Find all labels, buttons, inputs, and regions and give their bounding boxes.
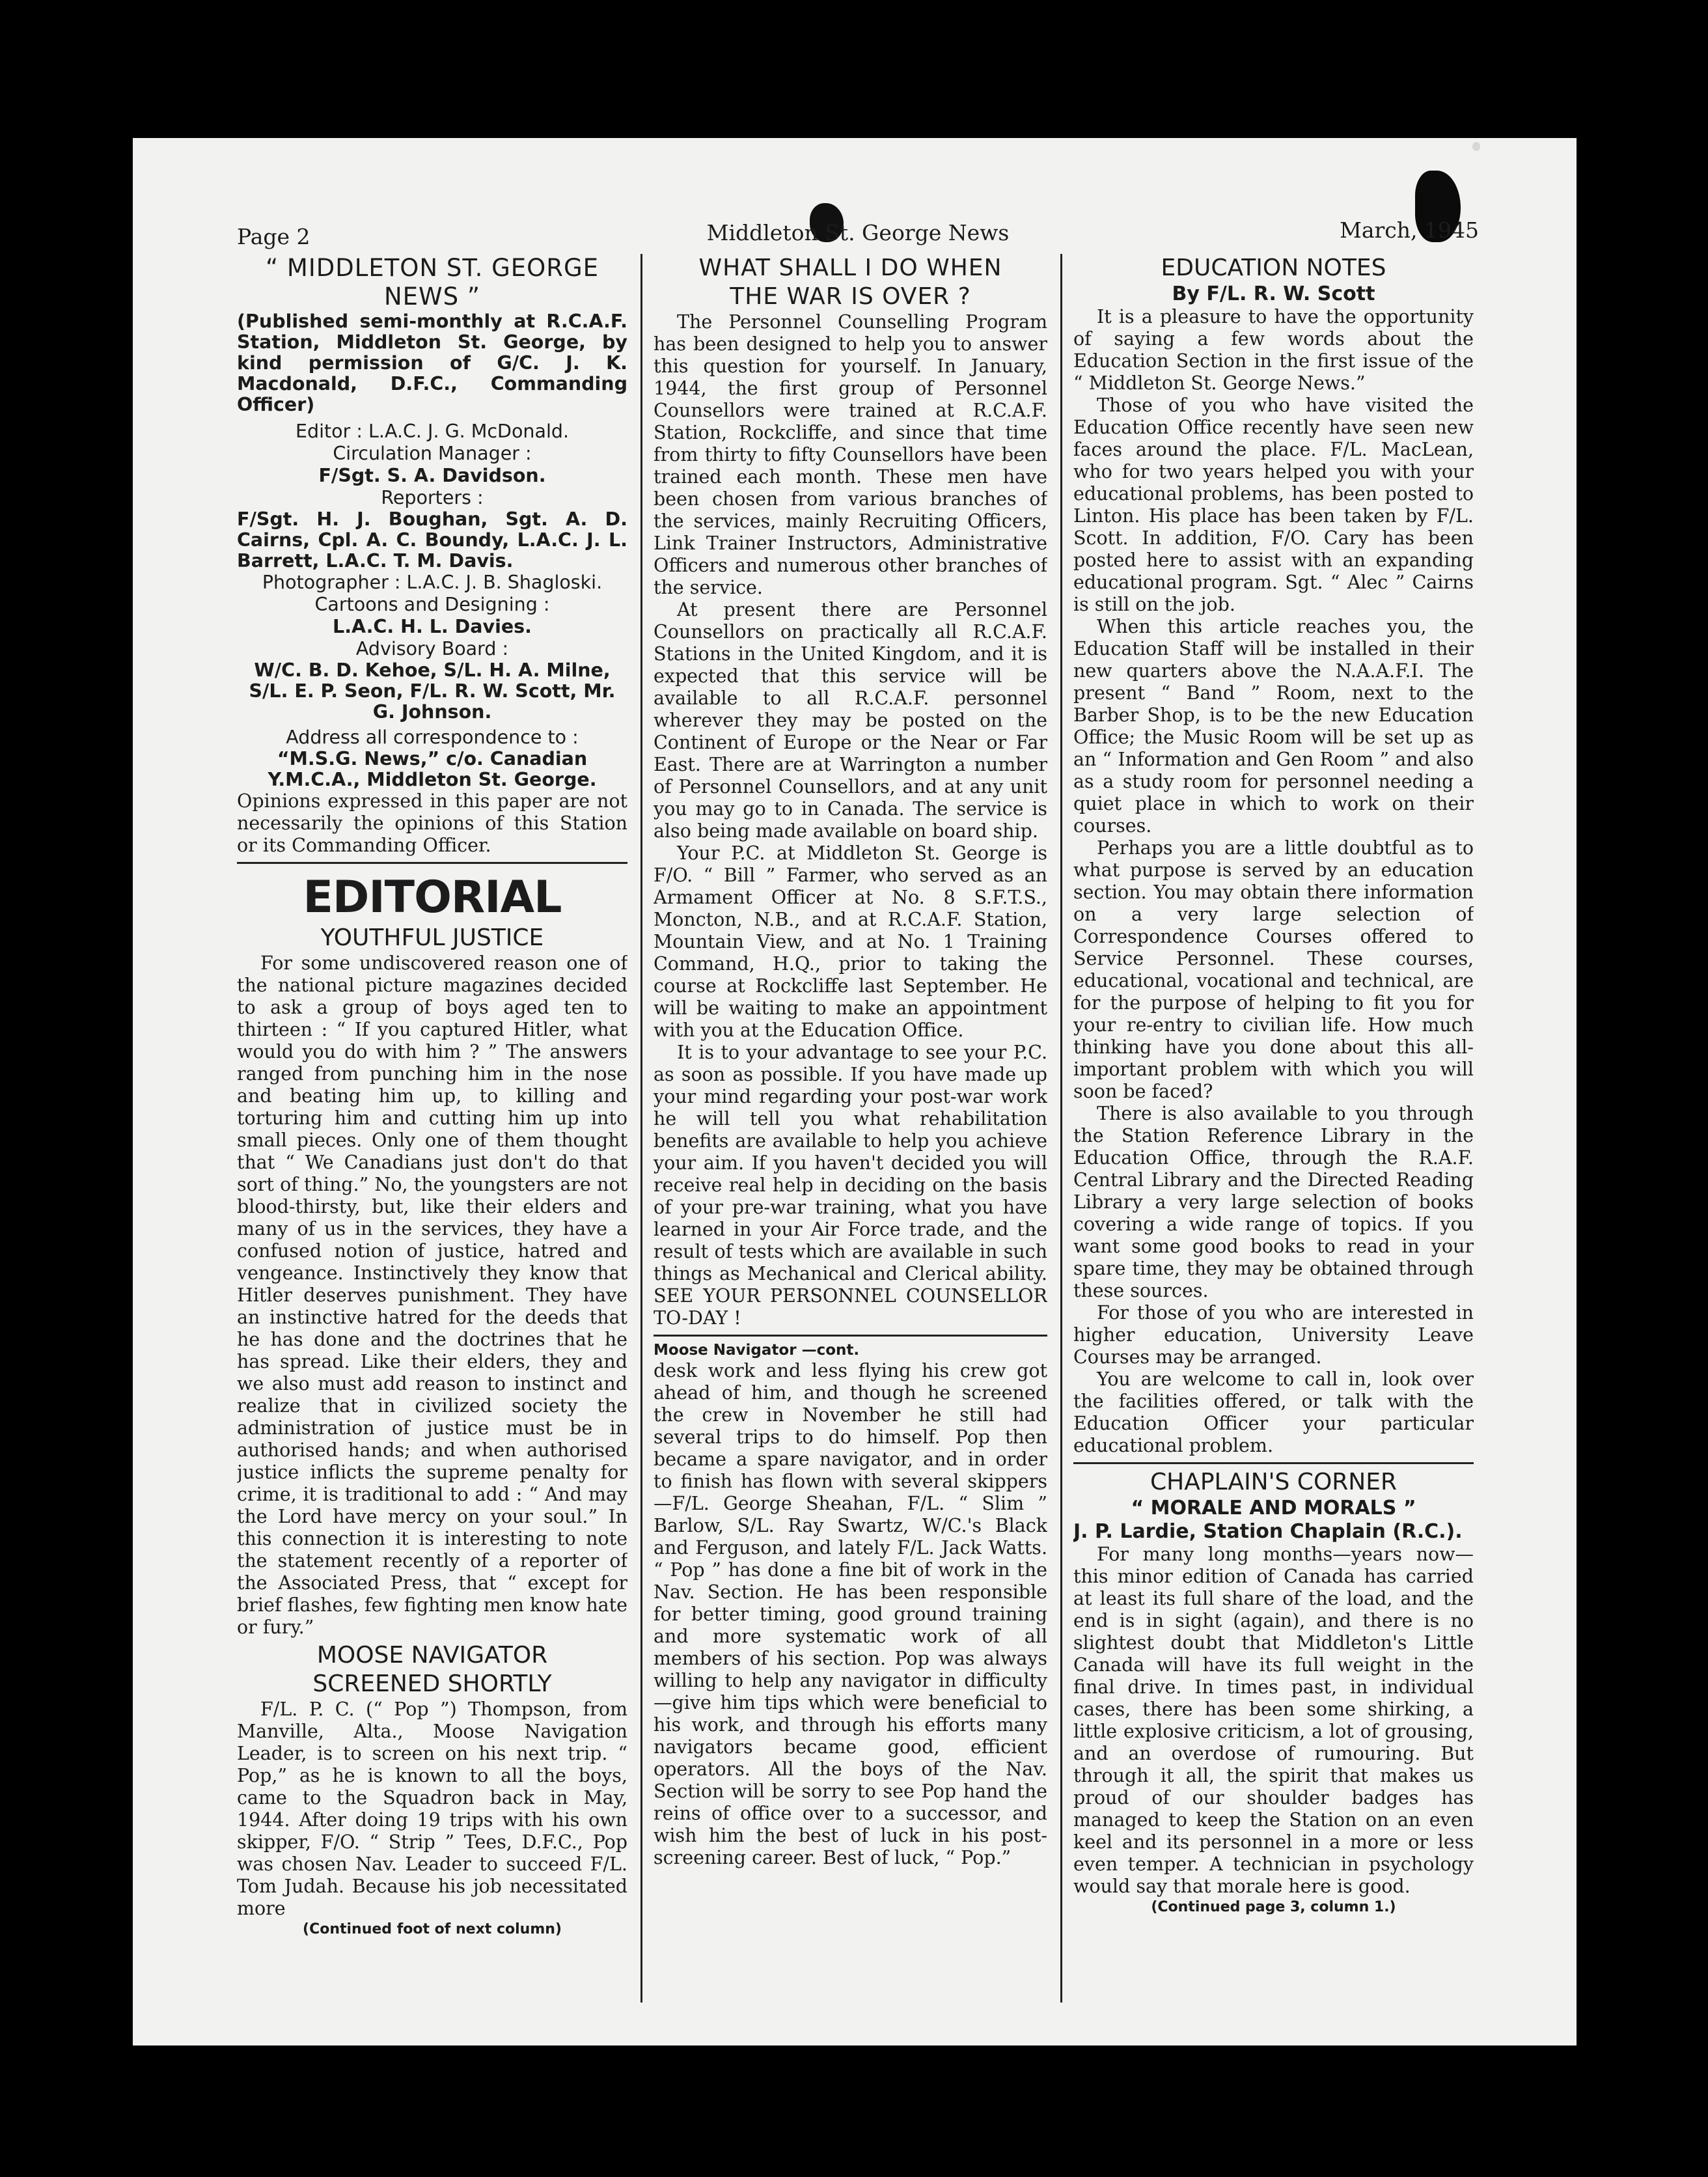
editorial-heading: EDITORIAL bbox=[303, 872, 562, 923]
moose-body: F/L. P. C. (“ Pop ”) Thompson, from Manville, Alta., Moose Navigation Leader, is to screen on his next trip. “ Pop,” as he is known to all the boys, came to the Squadron back in May, 1944. After doing 19 trips with his own skipper, F/O. “ Strip ” Tees, D.F.C., Pop was chosen Nav. Leader to succeed F/L. Tom Judah. Because his job necessitated more bbox=[237, 1699, 627, 1919]
education-paragraph-1: It is a pleasure to have the opportunity of saying a few words about the Education Section in the first issue of the “ Middleton St. George News.” bbox=[1073, 306, 1474, 394]
advisory-names: W/C. B. D. Kehoe, S/L. H. A. Milne, S/L. E. P. Seon, F/L. R. W. Scott, Mr. G. Johnson. bbox=[249, 659, 616, 723]
reporters-label: Reporters : bbox=[381, 487, 484, 508]
section-divider-2 bbox=[654, 1335, 1047, 1337]
war-paragraph-3: Your P.C. at Middleton St. George is F/O. “ Bill ” Farmer, who served as an Armament Officer at No. 8 S.F.T.S., Moncton, N.B., and at R.C.A.F. Station, Mountain View, and at No. 1 Training Command, H.Q., prior to taking the course at Rockcliffe last September. He will be waiting to make an appointment with you at the Education Office. bbox=[654, 842, 1047, 1041]
education-paragraph-6: For those of you who are interested in higher education, University Leave Courses may be arranged. bbox=[1073, 1302, 1474, 1368]
editorial-title: YOUTHFUL JUSTICE bbox=[320, 924, 544, 951]
moose-title-line1: MOOSE NAVIGATOR bbox=[316, 1642, 548, 1669]
newspaper-page bbox=[133, 138, 1577, 2045]
reporters-names: F/Sgt. H. J. Boughan, Sgt. A. D. Cairns, Cpl. A. C. Boundy, L.A.C. J. L. Barrett, L.A.C. T. M. Davis. bbox=[237, 508, 627, 572]
war-paragraph-1: The Personnel Counselling Program has been designed to help you to answer this question for yourself. In January, 1944, the first group of Personnel Counsellors were trained at R.C.A.F. Station, Rockcliffe, and since that time from thirty to fifty Counsellors have been trained each month. These men have been chosen from various branches of the services, mainly Recruiting Officers, Link Trainer Instructors, Administrative Officers and numerous other branches of the service. bbox=[654, 311, 1047, 598]
war-title-line1: WHAT SHALL I DO WHEN bbox=[698, 255, 1002, 281]
war-title bbox=[654, 254, 1047, 311]
page-header bbox=[237, 212, 1479, 251]
column-rule-right bbox=[1060, 254, 1062, 2003]
education-byline: By F/L. R. W. Scott bbox=[1172, 283, 1375, 305]
circulation-label: Circulation Manager : bbox=[333, 443, 532, 464]
address-label: Address all correspondence to : bbox=[286, 727, 579, 748]
moose-cont-body: desk work and less flying his crew got ahead of him, and though he screened the crew in November he still had several trips to do himself. Pop then became a spare navigator, and in order to finish has flown with several skippers—F/L. George Sheahan, F/L. “ Slim ” Barlow, S/L. Ray Swartz, W/C.'s Black and Ferguson, and lately F/L. Jack Watts. “ Pop ” has done a fine bit of work in the Nav. Section. He has been responsible for better timing, good ground training and more systematic work of all members of his section. Pop was always willing to help any navigator in difficulty—give him tips which were beneficial to his work, and through his efforts many navigators became good, efficient operators. All the boys of the Nav. Section will be sorry to see Pop hand the reins of office over to a successor, and wish him the best of luck in his post-screening career. Best of luck, “ Pop.” bbox=[654, 1360, 1047, 1868]
masthead-published: (Published semi-monthly at R.C.A.F. Station, Middleton St. George, by kind permission of G/C. J. K. Macdonald, D.F.C., Commanding Officer) bbox=[237, 311, 627, 415]
column-rule-left bbox=[640, 254, 642, 2003]
section-divider-3 bbox=[1073, 1462, 1474, 1464]
education-paragraph-5: There is also available to you through the Station Reference Library in the Education Office, through the R.A.F. Central Library and the Directed Reading Library a very large selection of books covering a wide range of topics. If you want some good books to read in your spare time, they may be obtained through these sources. bbox=[1073, 1103, 1474, 1301]
column-2 bbox=[654, 254, 1047, 2006]
masthead-title bbox=[237, 254, 627, 311]
moose-continued-note: (Continued foot of next column) bbox=[303, 1921, 562, 1937]
page-number: Page 2 bbox=[237, 224, 310, 249]
moose-title bbox=[237, 1641, 627, 1699]
address: “M.S.G. News,” c/o. Canadian Y.M.C.A., Middleton St. George. bbox=[268, 748, 597, 790]
page-speck bbox=[1472, 142, 1480, 151]
cartoons-label: Cartoons and Designing : bbox=[314, 594, 550, 615]
paper-name: Middleton St. George News bbox=[706, 220, 1010, 245]
moose-title-line2: SCREENED SHORTLY bbox=[312, 1671, 552, 1697]
moose-cont-label: Moose Navigator —cont. bbox=[654, 1342, 860, 1359]
masthead-title-line1: “ MIDDLETON ST. GEORGE bbox=[265, 254, 599, 282]
chaplain-byline: J. P. Lardie, Station Chaplain (R.C.). bbox=[1073, 1520, 1463, 1543]
editorial-body: For some undiscovered reason one of the national picture magazines decided to ask a group of boys aged ten to thirteen : “ If you captured Hitler, what would you do with him ? ” The answers ranged from punching him in the nose and beating him up, to killing and torturing him and cutting him up into small pieces. Only one of them thought that “ We Canadians just don't do that sort of thing.” No, the youngsters are not blood-thirsty, but, like their elders and many of us in the services, they have a confused notion of justice, hatred and vengeance. Instinctively they know that Hitler deserves punishment. They have an instinctive hatred for the deeds that he has done and the doctrines that he has spread. Like their elders, they and we also must add reason to instinct and realize that in civilized society the administration of justice must be in authorised hands; and when authorised justice inflicts the supreme penalty for crime, it is traditional to add : “ And may the Lord have mercy on your soul.” In this connection it is interesting to note the statement recently of a reporter of the Associated Press, that “ except for brief flashes, few fighting men know hate or fury.” bbox=[237, 952, 627, 1638]
advisory-label: Advisory Board : bbox=[355, 638, 509, 659]
section-divider bbox=[237, 862, 627, 864]
chaplain-title: CHAPLAIN'S CORNER bbox=[1150, 1469, 1397, 1495]
editor-line: Editor : L.A.C. J. G. McDonald. bbox=[295, 421, 570, 442]
war-paragraph-2: At present there are Personnel Counsellors on practically all R.C.A.F. Stations in the United Kingdom, and it is expected that this service will be available to all R.C.A.F. personnel wherever they may be posted on the Continent of Europe or the Near or Far East. There are at Warrington a number of Personnel Counsellors, and at any unit you may go to in Canada. The service is also being made available on board ship. bbox=[654, 599, 1047, 842]
education-paragraph-3: When this article reaches you, the Education Staff will be installed in their new quarters above the N.A.A.F.I. The present “ Band ” Room, next to the Barber Shop, is to be the new Education Office; the Music Room will be set up as an “ Information and Gen Room ” and also as a study room for personnel needing a quiet place in which to work on their courses. bbox=[1073, 616, 1474, 837]
chaplain-continued-note: (Continued page 3, column 1.) bbox=[1151, 1899, 1396, 1915]
education-paragraph-7: You are welcome to call in, look over the facilities offered, or talk with the Education Officer your particular educational problem. bbox=[1073, 1368, 1474, 1456]
chaplain-body: For many long months—years now—this minor edition of Canada has carried at least its full share of the load, and the end is in sight (again), and there is no slightest doubt that Middleton's Little Canada will have its full weight in the final drive. In times past, in individual cases, there has been some shirking, a little explosive criticism, a lot of grousing, and an overdose of rumouring. But through it all, the spirit that makes us proud of our shoulder badges has managed to keep the Station on an even keel and its personnel in a more or less even temper. A technician in psychology would say that morale here is good. bbox=[1073, 1544, 1474, 1897]
war-paragraph-4: It is to your advantage to see your P.C. as soon as possible. If you have made up your mind regarding your post-war work he will tell you what rehabilitation benefits are available to help you achieve your aim. If you haven't decided you will receive real help in deciding on the basis of your pre-war training, what you have learned in your Air Force trade, and the result of tests which are available in such things as Mechanical and Clerical ability. SEE YOUR PERSONNEL COUNSELLOR TO-DAY ! bbox=[654, 1042, 1047, 1329]
education-title: EDUCATION NOTES bbox=[1161, 255, 1386, 281]
opinions-note: Opinions expressed in this paper are not necessarily the opinions of this Station or its Commanding Officer. bbox=[237, 790, 627, 856]
cartoons-name: L.A.C. H. L. Davies. bbox=[333, 616, 532, 637]
war-title-line2: THE WAR IS OVER ? bbox=[730, 283, 971, 310]
circulation-name: F/Sgt. S. A. Davidson. bbox=[318, 465, 546, 486]
masthead-staff-2 bbox=[237, 572, 627, 660]
education-paragraph-2: Those of you who have visited the Education Office recently have seen new faces around the place. F/L. MacLean, who for two years helped you with your educational problems, has been posted to Linton. His place has been taken by F/L. Scott. In addition, F/O. Cary has been posted here to assist with an expanding educational program. Sgt. “ Alec ” Cairns is still on the job. bbox=[1073, 395, 1474, 615]
chaplain-subtitle: “ MORALE AND MORALS ” bbox=[1131, 1497, 1416, 1519]
photographer-line: Photographer : L.A.C. J. B. Shagloski. bbox=[262, 572, 603, 593]
issue-date: March, 1945 bbox=[1340, 217, 1479, 243]
column-1 bbox=[237, 254, 627, 2006]
column-3 bbox=[1073, 254, 1474, 2006]
masthead-title-line2: NEWS ” bbox=[383, 283, 481, 311]
education-paragraph-4: Perhaps you are a little doubtful as to what purpose is served by an education section. You may obtain there information on a very large selection of Correspondence Courses offered to Service Personnel. These courses, educational, vocational and technical, are for the purpose of helping to fit you for your re-entry to civilian life. How much thinking have you done about this all-important problem with which you will soon be faced? bbox=[1073, 837, 1474, 1102]
masthead-staff bbox=[237, 421, 627, 509]
